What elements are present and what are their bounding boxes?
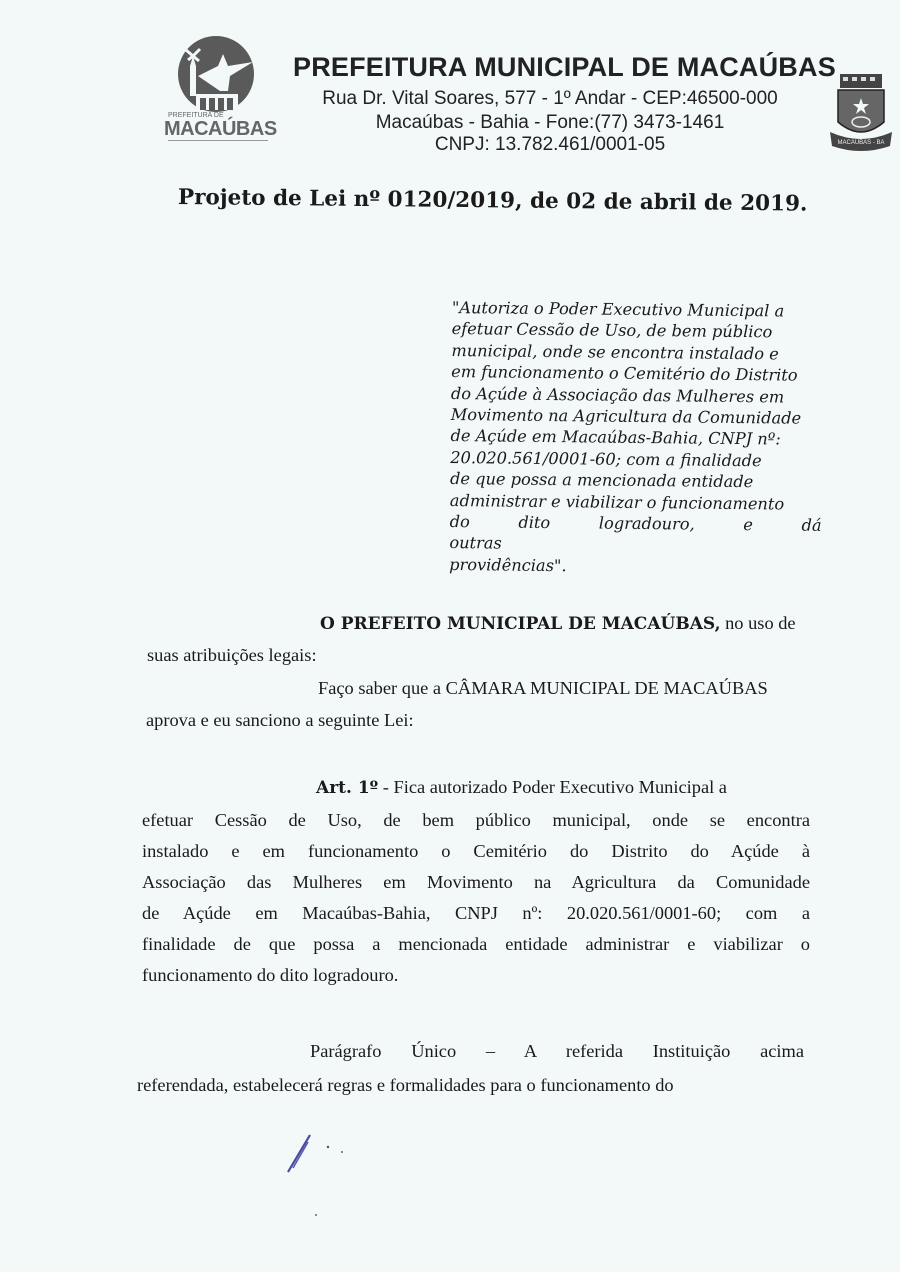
preamble-bold: O PREFEITO MUNICIPAL DE MACAÚBAS, <box>320 614 721 634</box>
coat-of-arms <box>828 70 894 156</box>
art1-label: Art. 1º <box>316 778 379 798</box>
ementa-line: de Açúde em Macaúbas-Bahia, CNPJ nº: <box>450 426 781 449</box>
header-title: PREFEITURA MUNICIPAL DE MACAÚBAS <box>293 52 836 82</box>
art1-line: efetuar Cessão de Uso, de bem público municipal, onde se encontra <box>142 810 810 830</box>
ementa-line: providências". <box>449 554 567 576</box>
paragrafo-unico-line1: Parágrafo Único – A referida Instituição acima <box>310 1041 804 1061</box>
ementa-line: administrar e viabilizar o funcionamento <box>449 490 785 514</box>
coat-of-arms-caption: MACAÚBAS - BA <box>837 140 885 146</box>
faco-saber-line2: aprova e eu sanciono a seguinte Lei: <box>146 710 414 730</box>
ementa-line: Movimento na Agricultura da Comunidade <box>450 405 802 428</box>
art1-line: instalado e em funcionamento o Cemitério do Distrito do Açúde à <box>142 841 810 861</box>
paragrafo-unico-line2: referendada, estabelecerá regras e formalidades para o funcionamento do <box>137 1075 674 1095</box>
art1-line1 <box>316 772 727 803</box>
ementa-line: "Autoriza o Poder Executivo Municipal a <box>451 297 785 321</box>
art1-line: funcionamento do dito logradouro. <box>142 965 399 985</box>
logo-line2: MACAÚBAS <box>164 118 277 140</box>
art1-line: Associação das Mulheres em Movimento na Agricultura da Comunidade <box>142 872 810 892</box>
signature-icon <box>280 1130 360 1220</box>
ementa-line: do dito logradouro, e dá outras <box>449 512 822 554</box>
ementa-line: 20.020.561/0001-60; com a finalidade <box>450 447 762 471</box>
signature-mark <box>280 1130 360 1220</box>
logo-line1: PREFEITURA DE <box>168 112 224 119</box>
prefeitura-logo <box>164 36 278 146</box>
header-cnpj: CNPJ: 13.782.461/0001-05 <box>434 134 666 155</box>
header-address: Rua Dr. Vital Soares, 577 - 1º Andar - CEP:46500-000 <box>322 88 778 109</box>
header-city-phone: Macaúbas - Bahia - Fone:(77) 3473-1461 <box>375 112 725 133</box>
preamble-line2: suas atribuições legais: <box>147 645 317 665</box>
art1-line: de Açúde em Macaúbas-Bahia, CNPJ nº: 20.020.561/0001-60; com a <box>142 903 810 923</box>
logo-underline <box>168 140 268 141</box>
ementa-line: do Açúde à Associação das Mulheres em <box>450 383 785 407</box>
ementa <box>449 297 824 579</box>
document-title: Projeto de Lei nº 0120/2019, de 02 de abril de 2019. <box>177 185 808 217</box>
ementa-line: efetuar Cessão de Uso, de bem público <box>451 319 773 342</box>
art1-text: - Fica autorizado Poder Executivo Municipal a <box>378 777 727 797</box>
art1-line: finalidade de que possa a mencionada entidade administrar e viabilizar o <box>142 934 810 954</box>
preamble-line1 <box>320 608 796 639</box>
ementa-line: de que possa a mencionada entidade <box>449 469 754 492</box>
ementa-line: em funcionamento o Cemitério do Distrito <box>451 362 798 385</box>
art1-body <box>142 805 810 990</box>
faco-saber-line1: Faço saber que a CÂMARA MUNICIPAL DE MACAÚBAS <box>318 678 768 698</box>
ementa-line: municipal, onde se encontra instalado e <box>451 340 779 364</box>
preamble-rest: no uso de <box>720 613 796 633</box>
